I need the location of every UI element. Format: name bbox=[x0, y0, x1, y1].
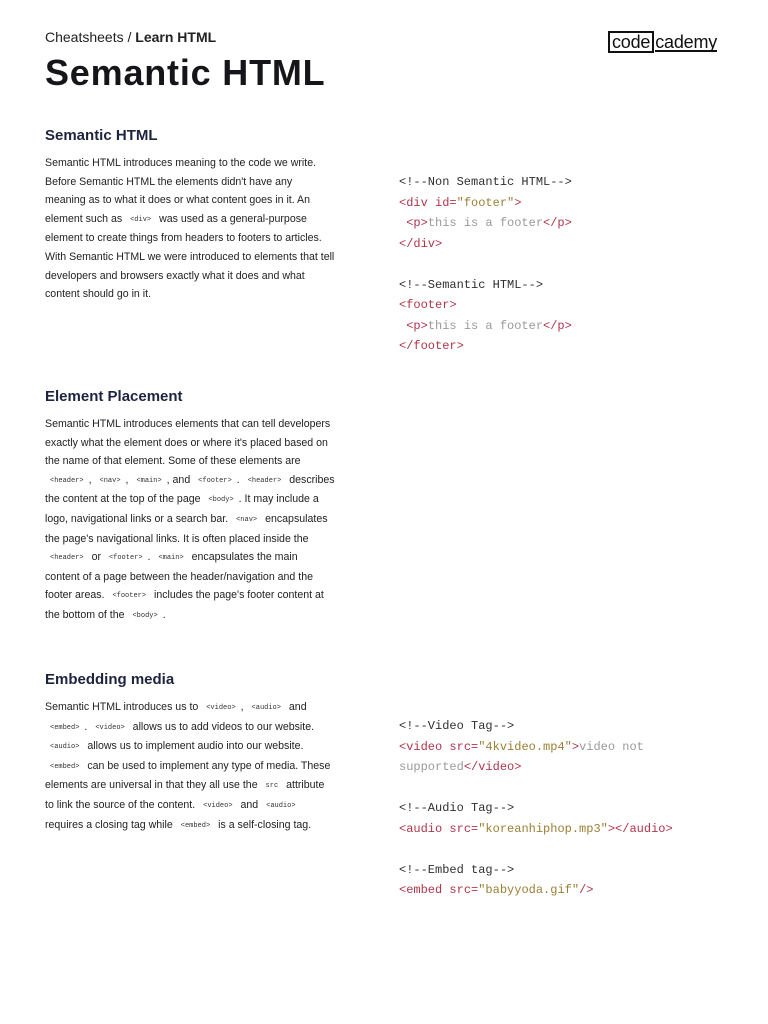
code-tag: > bbox=[514, 195, 522, 210]
code-tag: <embed bbox=[399, 883, 443, 897]
inline-code: <header> bbox=[50, 476, 84, 485]
body-text: . bbox=[147, 551, 151, 564]
breadcrumb-cheatsheets-link[interactable]: Cheatsheets bbox=[45, 29, 124, 45]
inline-code: <footer> bbox=[108, 554, 143, 563]
code-comment: <!--Video Tag--> bbox=[399, 719, 515, 733]
inline-code: <embed> bbox=[50, 723, 80, 732]
codecademy-logo[interactable] bbox=[608, 31, 717, 53]
code-tag: <audio bbox=[399, 821, 443, 836]
code-text: this is a footer bbox=[427, 216, 544, 230]
code-block-media bbox=[399, 716, 673, 901]
inline-code: <main> bbox=[136, 476, 162, 485]
body-text: allows us to implement audio into our website. bbox=[87, 740, 304, 753]
body-text: was used as a general-purpose element to create things from headers to footers to articles. With Semantic HTML we were introduced to elements that tell developers and browsers exactly what it does and what content should go in it. bbox=[45, 212, 335, 301]
body-text: is a self-closing tag. bbox=[218, 818, 312, 831]
body-text: and bbox=[288, 701, 307, 713]
inline-code: <footer> bbox=[198, 476, 232, 485]
breadcrumb-separator: / bbox=[127, 29, 132, 45]
logo-rest-text: cademy bbox=[655, 32, 718, 52]
inline-code: <video> bbox=[203, 801, 233, 810]
body-text: or bbox=[91, 551, 101, 564]
code-comment: <!--Semantic HTML--> bbox=[399, 277, 544, 292]
code-tag: ></audio> bbox=[607, 821, 673, 836]
body-text: allows us to add videos to our website. bbox=[132, 720, 315, 733]
section-element-placement bbox=[45, 388, 335, 626]
code-tag: </video> bbox=[463, 760, 522, 774]
section-heading: Element Placement bbox=[45, 388, 183, 405]
code-string: "4kvideo.mp4" bbox=[478, 739, 572, 754]
inline-code: <video> bbox=[206, 704, 236, 712]
body-text: Semantic HTML introduces elements that can tell developers exactly what the element does or where it's placed based on the name of that element. Some of these elements are bbox=[45, 418, 331, 468]
body-text: encapsulates the main content of a page between the header/navigation and the footer areas. bbox=[45, 551, 313, 602]
body-text: . It may include a logo, navigational links or a search bar. bbox=[45, 493, 319, 525]
body-text: requires a closing tag while bbox=[45, 818, 173, 831]
code-tag: <p> bbox=[406, 318, 428, 333]
code-tag: <div bbox=[399, 195, 428, 210]
inline-code: <audio> bbox=[266, 801, 296, 810]
section-body bbox=[45, 154, 335, 304]
section-body bbox=[45, 698, 335, 835]
inline-code: <footer> bbox=[112, 592, 147, 601]
code-eq: = bbox=[471, 739, 479, 754]
code-text: this is a footer bbox=[427, 318, 544, 333]
code-comment: <!--Audio Tag--> bbox=[399, 801, 515, 815]
body-text: attribute to link the source of the content. bbox=[45, 779, 325, 811]
breadcrumb-current: Learn HTML bbox=[135, 29, 217, 45]
section-body bbox=[45, 415, 335, 626]
section-semantic-html bbox=[45, 127, 335, 304]
code-string: "koreanhiphop.mp3" bbox=[478, 821, 608, 836]
body-text: . bbox=[84, 720, 88, 733]
code-tag: </div> bbox=[399, 236, 443, 251]
code-attr: src bbox=[449, 821, 472, 836]
code-block-semantic bbox=[399, 172, 572, 357]
body-text: . bbox=[236, 473, 240, 486]
code-eq: = bbox=[471, 821, 479, 836]
inline-code: <body> bbox=[132, 611, 158, 620]
code-string: "footer" bbox=[456, 195, 515, 210]
code-eq: = bbox=[471, 883, 479, 897]
code-tag: <footer> bbox=[399, 298, 457, 312]
section-heading: Embedding media bbox=[45, 671, 175, 688]
body-text: encapsulates the page's navigational links. It is often placed inside the bbox=[45, 512, 328, 545]
inline-code: <embed> bbox=[180, 821, 211, 830]
inline-code: <main> bbox=[158, 554, 184, 563]
inline-code: <video> bbox=[95, 723, 125, 732]
page-title: Semantic HTML bbox=[45, 52, 326, 93]
inline-code: src bbox=[265, 782, 279, 791]
body-text: . bbox=[162, 608, 166, 621]
code-string: "babyyoda.gif" bbox=[478, 883, 580, 897]
body-text: Semantic HTML introduces meaning to the code we write. Before Semantic HTML the elements didn't have any meaning as to what it does or what content goes in it. An element such as bbox=[45, 157, 317, 225]
inline-code: <body> bbox=[208, 496, 234, 505]
inline-code: <embed> bbox=[50, 762, 80, 771]
code-text: video not bbox=[579, 739, 644, 754]
body-text: Semantic HTML introduces us to bbox=[45, 701, 199, 713]
body-text: describes the content at the top of the page bbox=[45, 473, 335, 506]
inline-code: <nav> bbox=[236, 515, 258, 524]
inline-code: <audio> bbox=[50, 743, 80, 752]
code-attr: src bbox=[449, 883, 472, 897]
body-text: includes the page's footer content at the bottom of the bbox=[45, 589, 324, 621]
section-heading: Semantic HTML bbox=[45, 127, 158, 144]
code-tag: </p> bbox=[543, 216, 572, 230]
section-embedding-media bbox=[45, 671, 335, 835]
body-text: and bbox=[240, 798, 259, 811]
code-tag: <p> bbox=[406, 216, 428, 230]
code-tag: </footer> bbox=[399, 339, 464, 353]
code-text: supported bbox=[399, 760, 464, 774]
inline-code: <nav> bbox=[99, 476, 121, 485]
code-tag: /> bbox=[579, 883, 594, 897]
code-tag: <video bbox=[399, 739, 443, 754]
code-eq: = bbox=[449, 195, 457, 210]
code-tag: > bbox=[571, 739, 580, 754]
inline-code: <div> bbox=[130, 215, 152, 224]
inline-code: <audio> bbox=[251, 704, 281, 712]
body-text: , and bbox=[166, 473, 191, 486]
logo-box-text: code bbox=[608, 31, 654, 53]
body-text: can be used to implement any type of media. These elements are universal in that they all use the bbox=[45, 759, 331, 792]
breadcrumb bbox=[45, 29, 216, 45]
code-comment: <!--Embed tag--> bbox=[399, 862, 515, 877]
body-text: , bbox=[240, 701, 244, 713]
inline-code: <header> bbox=[50, 554, 84, 563]
code-attr: id bbox=[435, 195, 450, 210]
code-comment: <!--Non Semantic HTML--> bbox=[399, 175, 572, 189]
body-text: , bbox=[125, 473, 129, 486]
code-tag: </p> bbox=[543, 318, 572, 333]
body-text: , bbox=[88, 473, 92, 486]
code-attr: src bbox=[449, 739, 472, 754]
inline-code: <header> bbox=[247, 476, 282, 485]
